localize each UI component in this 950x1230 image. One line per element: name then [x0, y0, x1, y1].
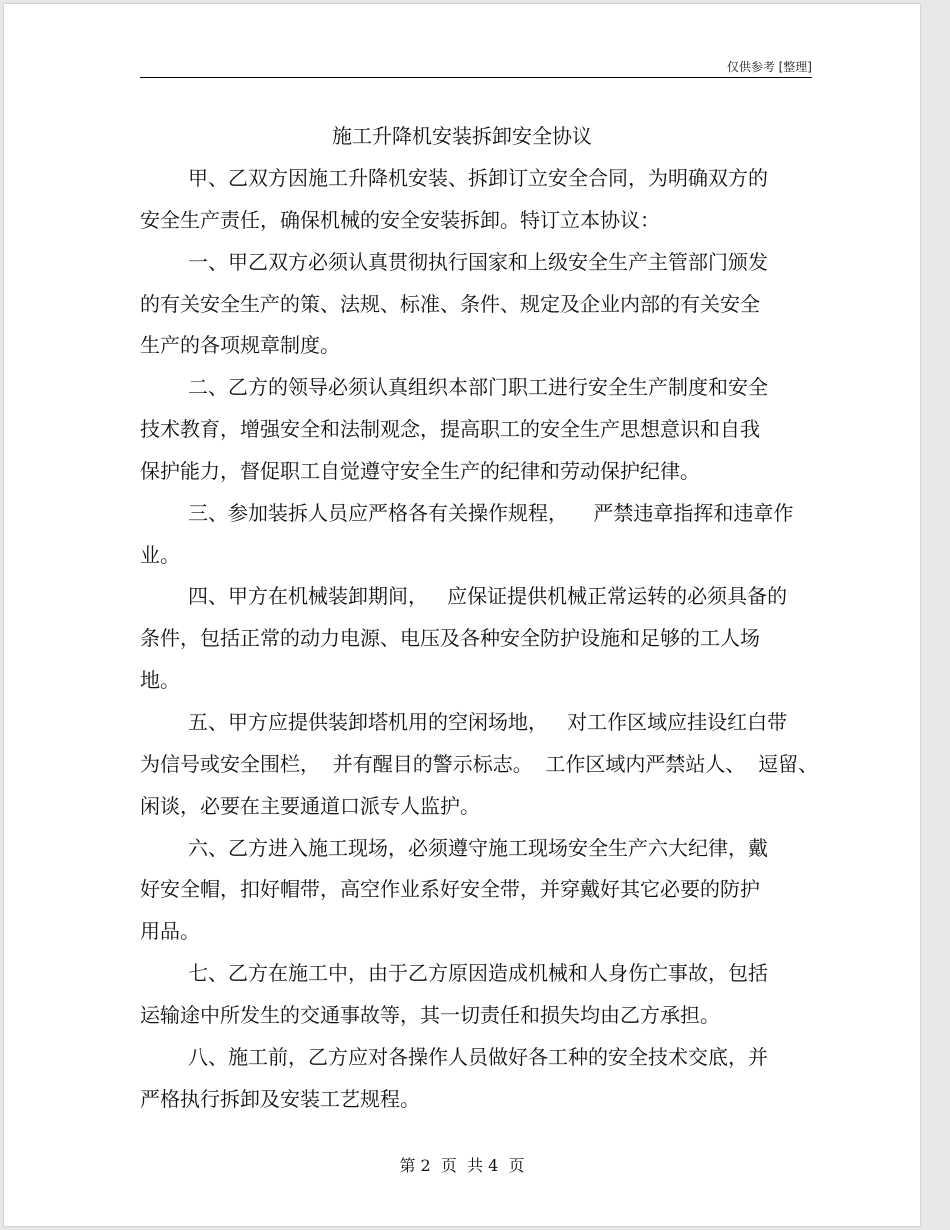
text-line: 二、乙方的领导必须认真组织本部门职工进行安全生产制度和安全: [188, 375, 768, 400]
header-note: 仅供参考 [整理]: [726, 60, 812, 74]
text-line: 好安全帽，扣好帽带，高空作业系好安全带，并穿戴好其它必要的防护: [140, 877, 760, 902]
text-line: 生产的各项规章制度。: [140, 333, 340, 358]
text-line: 四、甲方在机械装卸期间， 应保证提供机械正常运转的必须具备的: [188, 584, 788, 609]
text-line: 地。: [140, 668, 180, 693]
text-line: 为信号或安全围栏， 并有醒目的警示标志。 工作区域内严禁站人、 逗留、: [140, 751, 819, 776]
text-line: 的有关安全生产的策、法规、标准、条件、规定及企业内部的有关安全: [140, 291, 760, 316]
text-line: 安全生产责任，确保机械的安全安装拆卸。特订立本协议：: [140, 207, 660, 232]
document-page: [4, 4, 920, 1226]
document-title: 施工升降机安装拆卸安全协议: [332, 124, 592, 148]
text-line: 条件，包括正常的动力电源、电压及各种安全防护设施和足够的工人场: [140, 626, 760, 651]
text-line: 五、甲方应提供装卸塔机用的空闲场地， 对工作区域应挂设红白带: [188, 709, 788, 734]
text-line: 技术教育，增强安全和法制观念，提高职工的安全生产思想意识和自我: [140, 417, 760, 442]
text-line: 严格执行拆卸及安装工艺规程。: [140, 1086, 420, 1111]
document-body: [140, 158, 820, 1120]
text-line: 业。: [140, 542, 180, 567]
text-line: 保护能力，督促职工自觉遵守安全生产的纪律和劳动保护纪律。: [140, 458, 700, 483]
header-rule: [140, 77, 812, 78]
page-number-footer: 第 2 页 共 4 页: [399, 1156, 525, 1175]
text-line: 六、乙方进入施工现场，必须遵守施工现场安全生产六大纪律，戴: [188, 835, 768, 860]
text-line: 闲谈，必要在主要通道口派专人监护。: [140, 793, 480, 818]
text-line: 八、施工前，乙方应对各操作人员做好各工种的安全技术交底，并: [188, 1044, 768, 1069]
text-line: 三、参加装拆人员应严格各有关操作规程， 严禁违章指挥和违章作: [188, 500, 794, 525]
text-line: 七、乙方在施工中，由于乙方原因造成机械和人身伤亡事故，包括: [188, 961, 768, 986]
text-line: 甲、乙双方因施工升降机安装、拆卸订立安全合同，为明确双方的: [188, 166, 768, 190]
text-line: 用品。: [140, 919, 200, 944]
text-line: 一、甲乙双方必须认真贯彻执行国家和上级安全生产主管部门颁发: [188, 249, 768, 274]
text-line: 运输途中所发生的交通事故等，其一切责任和损失均由乙方承担。: [140, 1002, 720, 1027]
